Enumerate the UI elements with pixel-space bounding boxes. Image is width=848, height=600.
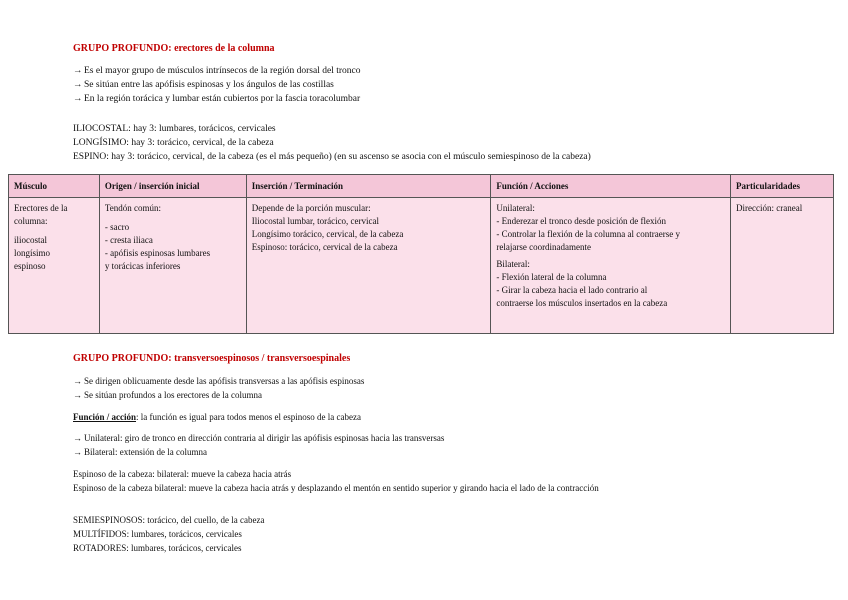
arrow-icon: →	[73, 433, 82, 443]
table-row	[9, 198, 834, 334]
cell-funcion: Unilateral: - Enderezar el tronco desde posición de flexión - Controlar la flexión de la columna al contraerse y relajarse coordinadamente Bilateral: - Flexión lateral de la columna - Girar la cabeza hacia el lado contrario al contraerse los músculos insertados en la cabeza	[491, 198, 731, 334]
arrow-icon: →	[73, 447, 82, 457]
funcion-accion-line: Función / acción: la función es igual para todos menos el espinoso de la cabeza	[73, 412, 361, 422]
funcion-accion-label: Función / acción	[73, 412, 137, 422]
bullet-item: → Bilateral: extensión de la columna	[73, 447, 207, 457]
cell-origen: Tendón común: - sacro - cresta iliaca - apófisis espinosas lumbares y torácicas inferiores	[99, 198, 246, 334]
espinoso-block	[73, 467, 599, 495]
header-origen: Origen / inserción inicial	[99, 175, 246, 198]
cell-insercion: Depende de la porción muscular: Iliocostal lumbar, torácico, cervical Longísimo torácico, cervical, de la cabeza Espinoso: torácico, cervical de la cabeza	[246, 198, 491, 334]
table-header-row	[9, 175, 834, 198]
arrow-icon: →	[73, 376, 82, 386]
arrow-icon: →	[73, 66, 83, 76]
header-musculo: Músculo	[9, 175, 100, 198]
bullet-item: → Unilateral: giro de tronco en dirección contraria al dirigir las apófisis espinosas hacia las transversas	[73, 433, 445, 443]
header-funcion: Función / Acciones	[491, 175, 731, 198]
section1-lines	[73, 122, 591, 164]
bullet-item: → Se sitúan entre las apófisis espinosas y los ángulos de las costillas	[73, 80, 334, 90]
section2-title: GRUPO PROFUNDO: transversoespinosos / transversoespinales	[73, 353, 351, 364]
section1-title: GRUPO PROFUNDO: erectores de la columna	[73, 43, 275, 54]
rotadores-line: ROTADORES: lumbares, torácicos, cervicales	[73, 543, 242, 553]
header-insercion: Inserción / Terminación	[246, 175, 491, 198]
arrow-icon: →	[73, 80, 83, 90]
iliocostal-line: ILIOCOSTAL: hay 3: lumbares, torácicos, cervicales	[73, 124, 276, 134]
arrow-icon: →	[73, 390, 82, 400]
bullet-item: → En la región torácica y lumbar están cubiertos por la fascia toracolumbar	[73, 94, 361, 104]
multifidos-line: MULTÍFIDOS: lumbares, torácicos, cervicales	[73, 529, 242, 539]
semiespinosos-line: SEMIESPINOSOS: torácico, del cuello, de la cabeza	[73, 515, 265, 525]
section2-bullets	[73, 374, 364, 402]
arrow-icon: →	[73, 94, 83, 104]
muscle-table	[8, 174, 834, 334]
bullet-item: → Es el mayor grupo de músculos intrínsecos de la región dorsal del tronco	[73, 66, 361, 76]
cell-musculo: Erectores de la columna: iliocostal longísimo espinoso	[9, 198, 100, 334]
espinoso-line: Espinoso de la cabeza bilateral: mueve la cabeza hacia atrás y desplazando el mentón en sentido superior y girando hacia el lado de la contracción	[73, 483, 599, 493]
longisimo-line: LONGÍSIMO: hay 3: torácico, cervical, de la cabeza	[73, 138, 274, 148]
header-particularidades: Particularidades	[731, 175, 834, 198]
section2-bullets2	[73, 431, 444, 459]
espinoso-line: Espinoso de la cabeza: bilateral: mueve la cabeza hacia atrás	[73, 469, 292, 479]
bullet-item: → Se sitúan profundos a los erectores de la columna	[73, 390, 262, 400]
espino-line: ESPINO: hay 3: torácico, cervical, de la cabeza (es el más pequeño) (en su ascenso se asocia con el músculo semiespinoso de la cabeza)	[73, 152, 591, 162]
cell-particularidades: Dirección: craneal	[731, 198, 834, 334]
bullet-item: → Se dirigen oblicuamente desde las apófisis transversas a las apófisis espinosas	[73, 376, 365, 386]
section2-lines	[73, 513, 264, 555]
section1-bullets	[73, 64, 361, 106]
